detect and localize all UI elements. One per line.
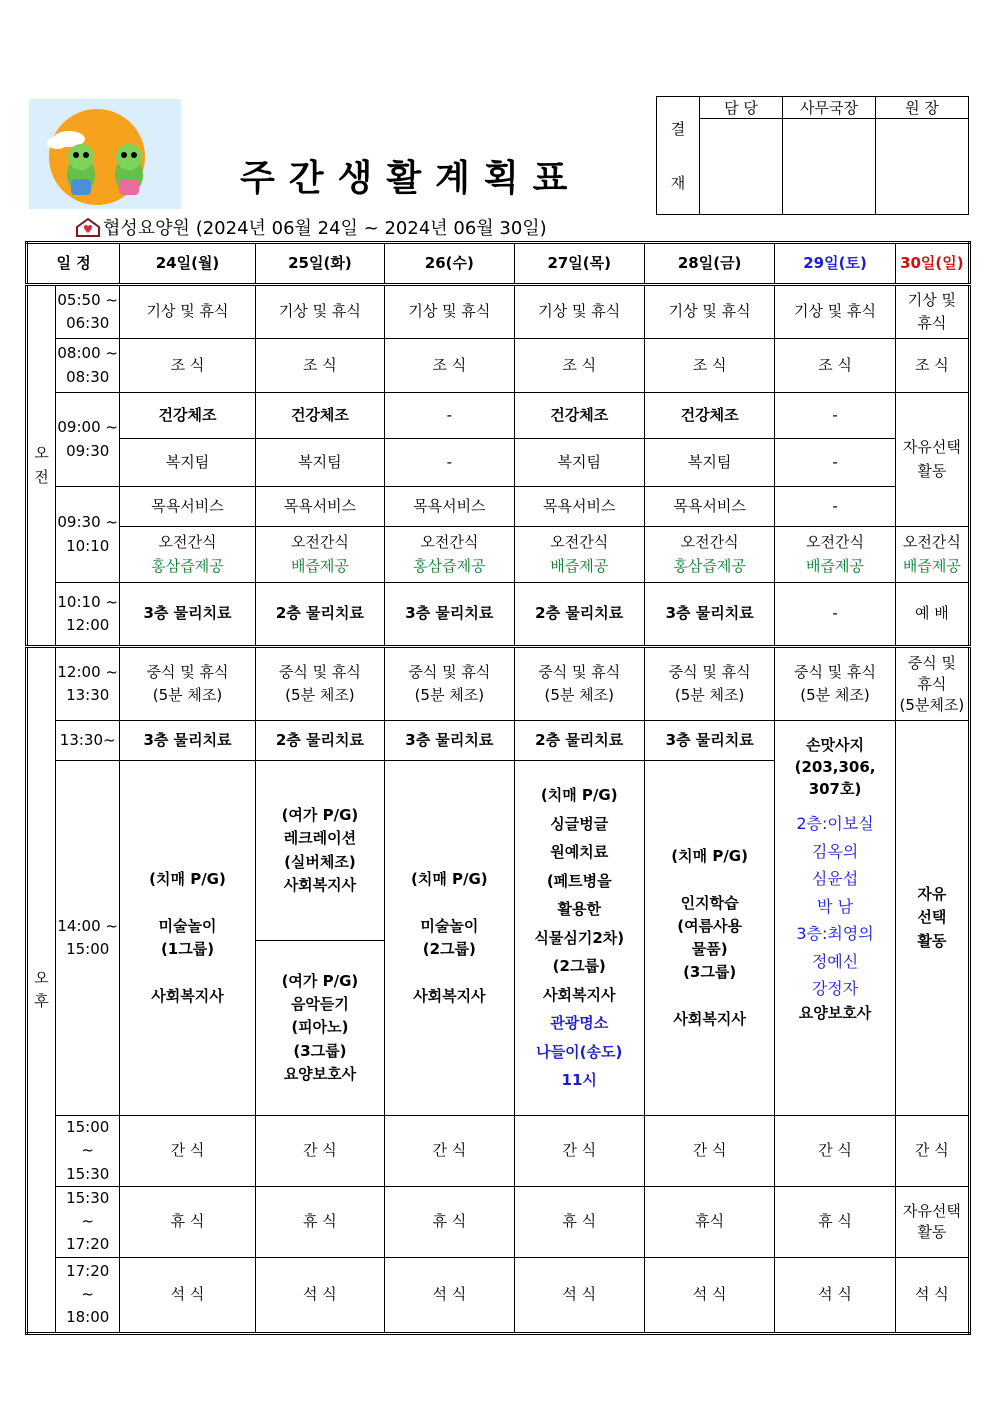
cell-physio: - [775, 583, 895, 647]
cell-hand-massage: 손맛사지 (203,306, 307호) 2층:이보실 김옥의 심윤섭 박 남 3층:최영의 정예신 강정자 요양보호사 [775, 721, 895, 1116]
cell-program-wed: (치매 P/G) 미술놀이 (2그룹) 사회복지사 [385, 761, 514, 1116]
role-head: 원 장 [876, 97, 969, 119]
sign-box-director [783, 119, 876, 215]
cell-welfare: - [385, 439, 514, 487]
cell-breakfast: 조 식 [120, 339, 255, 393]
cell-snack-am: 오전간식 배즙제공 [775, 527, 895, 583]
cell-exercise: - [775, 393, 895, 439]
time-cell: 14:00 ~ 15:00 [56, 761, 120, 1116]
time-cell: 17:20 ~ 18:00 [56, 1257, 120, 1333]
cell-lunch: 중식 및 휴식 (5분체조) [895, 647, 969, 721]
date-range: (2024년 06월 24일 ~ 2024년 06월 30일) [195, 218, 547, 239]
cell-dinner: 석 식 [775, 1257, 895, 1333]
time-cell: 12:00 ~ 13:30 [56, 647, 120, 721]
header-day-saturday: 29일(토) [775, 243, 895, 285]
header-schedule: 일 정 [27, 243, 120, 285]
time-cell: 09:00 ~ 09:30 [56, 393, 120, 487]
cell-exercise: 건강체조 [644, 393, 774, 439]
cell-welfare: 복지팀 [514, 439, 644, 487]
time-cell: 15:30 ~ 17:20 [56, 1186, 120, 1257]
cell-bath: - [775, 487, 895, 527]
cell-dinner: 석 식 [385, 1257, 514, 1333]
cell-rest: 휴 식 [120, 1186, 255, 1257]
cell-snack-pm: 간 식 [895, 1116, 969, 1187]
cell-welfare: 복지팀 [120, 439, 255, 487]
cell-snack-am: 오전간식 홍삼즙제공 [385, 527, 514, 583]
cell-snack-pm: 간 식 [385, 1116, 514, 1187]
schedule-table [25, 241, 971, 1335]
cell-snack-am: 오전간식 배즙제공 [895, 527, 969, 583]
cell-snack-pm: 간 식 [644, 1116, 774, 1187]
cell-physio: 3층 물리치료 [644, 583, 774, 647]
cell-breakfast: 조 식 [385, 339, 514, 393]
cell-breakfast: 조 식 [514, 339, 644, 393]
approval-label: 결 재 [657, 97, 700, 215]
cell-exercise: 건강체조 [255, 393, 384, 439]
mascot-logo [29, 99, 181, 209]
period-am: 오 전 [27, 285, 56, 647]
period-pm: 오 후 [27, 647, 56, 1334]
cell-welfare: - [775, 439, 895, 487]
cell-exercise: 건강체조 [120, 393, 255, 439]
cell-wake: 기상 및 휴식 [644, 285, 774, 339]
cell-physio: 3층 물리치료 [385, 583, 514, 647]
time-cell: 13:30~ [56, 721, 120, 761]
cell-program-mon: (치매 P/G) 미술놀이 (1그룹) 사회복지사 [120, 761, 255, 1116]
cell-lunch: 중식 및 휴식 (5분 체조) [775, 647, 895, 721]
header-day: 28일(금) [644, 243, 774, 285]
cell-physio-pm: 3층 물리치료 [644, 721, 774, 761]
cell-wake: 기상 및 휴식 [120, 285, 255, 339]
cell-rest: 휴 식 [385, 1186, 514, 1257]
cell-worship: 예 배 [895, 583, 969, 647]
cell-dinner: 석 식 [514, 1257, 644, 1333]
cell-snack-am: 오전간식 홍삼즙제공 [120, 527, 255, 583]
cell-breakfast: 조 식 [895, 339, 969, 393]
role-manager: 담 당 [700, 97, 783, 119]
cell-wake: 기상 및 휴식 [385, 285, 514, 339]
cell-program-tue-a: (여가 P/G) 레크레이션 (실버체조) 사회복지사 [255, 761, 384, 941]
cell-program-tue-b: (여가 P/G) 음악듣기 (피아노) (3그룹) 요양보호사 [255, 941, 384, 1116]
cell-snack-am: 오전간식 배즙제공 [255, 527, 384, 583]
cell-physio-pm: 2층 물리치료 [255, 721, 384, 761]
cell-free-activity-am: 자유선택 활동 [895, 393, 969, 527]
cell-dinner: 석 식 [895, 1257, 969, 1333]
cell-bath: 목욕서비스 [120, 487, 255, 527]
cell-snack-am: 오전간식 홍삼즙제공 [644, 527, 774, 583]
cell-bath: 목욕서비스 [255, 487, 384, 527]
cell-program-thu: (치매 P/G) 싱글벙글 원예치료 (페트병을 활용한 식물심기2차) (2그룹) 사회복지사 관광명소 나들이(송도) 11시 [514, 761, 644, 1116]
cell-dinner: 석 식 [644, 1257, 774, 1333]
cell-physio-pm: 3층 물리치료 [385, 721, 514, 761]
cell-wake: 기상 및 휴식 [255, 285, 384, 339]
cell-bath: 목욕서비스 [644, 487, 774, 527]
time-cell: 15:00 ~ 15:30 [56, 1116, 120, 1187]
role-director: 사무국장 [783, 97, 876, 119]
cell-bath: 목욕서비스 [385, 487, 514, 527]
facility-name: 협성요양원 [103, 218, 190, 239]
house-icon [75, 217, 103, 237]
cell-wake: 기상 및 휴식 [775, 285, 895, 339]
cell-snack-pm: 간 식 [775, 1116, 895, 1187]
header-row [27, 243, 970, 285]
approval-box [656, 96, 969, 215]
header-day: 27일(목) [514, 243, 644, 285]
cell-lunch: 중식 및 휴식 (5분 체조) [514, 647, 644, 721]
sign-box-head [876, 119, 969, 215]
cell-snack-am: 오전간식 배즙제공 [514, 527, 644, 583]
cell-breakfast: 조 식 [255, 339, 384, 393]
cell-snack-pm: 간 식 [255, 1116, 384, 1187]
cell-dinner: 석 식 [255, 1257, 384, 1333]
cell-welfare: 복지팀 [255, 439, 384, 487]
cell-exercise: - [385, 393, 514, 439]
cell-free-activity-pm: 자유 선택 활동 [895, 721, 969, 1116]
header-day: 25일(화) [255, 243, 384, 285]
time-cell: 10:10 ~ 12:00 [56, 583, 120, 647]
cell-wake: 기상 및 휴식 [895, 285, 969, 339]
time-cell: 05:50 ~ 06:30 [56, 285, 120, 339]
cell-rest: 휴식 [644, 1186, 774, 1257]
cell-dinner: 석 식 [120, 1257, 255, 1333]
page-title: 주간생활계획표 [240, 158, 582, 199]
time-cell: 09:30 ~ 10:10 [56, 487, 120, 583]
cell-rest: 휴 식 [775, 1186, 895, 1257]
cell-bath: 목욕서비스 [514, 487, 644, 527]
time-cell: 08:00 ~ 08:30 [56, 339, 120, 393]
cell-breakfast: 조 식 [644, 339, 774, 393]
cell-physio-pm: 2층 물리치료 [514, 721, 644, 761]
cell-lunch: 중식 및 휴식 (5분 체조) [120, 647, 255, 721]
sign-box-manager [700, 119, 783, 215]
cell-rest: 자유선택 활동 [895, 1186, 969, 1257]
header-day: 26(수) [385, 243, 514, 285]
cell-physio: 2층 물리치료 [514, 583, 644, 647]
facility-period [75, 214, 547, 240]
cell-rest: 휴 식 [255, 1186, 384, 1257]
cell-welfare: 복지팀 [644, 439, 774, 487]
cell-exercise: 건강체조 [514, 393, 644, 439]
cell-physio: 2층 물리치료 [255, 583, 384, 647]
cell-snack-pm: 간 식 [514, 1116, 644, 1187]
cell-lunch: 중식 및 휴식 (5분 체조) [255, 647, 384, 721]
cell-physio-pm: 3층 물리치료 [120, 721, 255, 761]
cell-wake: 기상 및 휴식 [514, 285, 644, 339]
cell-program-fri: (치매 P/G) 인지학습 (여름사용 물품) (3그룹) 사회복지사 [644, 761, 774, 1116]
cell-lunch: 중식 및 휴식 (5분 체조) [644, 647, 774, 721]
cell-physio: 3층 물리치료 [120, 583, 255, 647]
cell-snack-pm: 간 식 [120, 1116, 255, 1187]
header-day: 24일(월) [120, 243, 255, 285]
cell-rest: 휴 식 [514, 1186, 644, 1257]
cell-lunch: 중식 및 휴식 (5분 체조) [385, 647, 514, 721]
cell-breakfast: 조 식 [775, 339, 895, 393]
header-day-sunday: 30일(일) [895, 243, 969, 285]
